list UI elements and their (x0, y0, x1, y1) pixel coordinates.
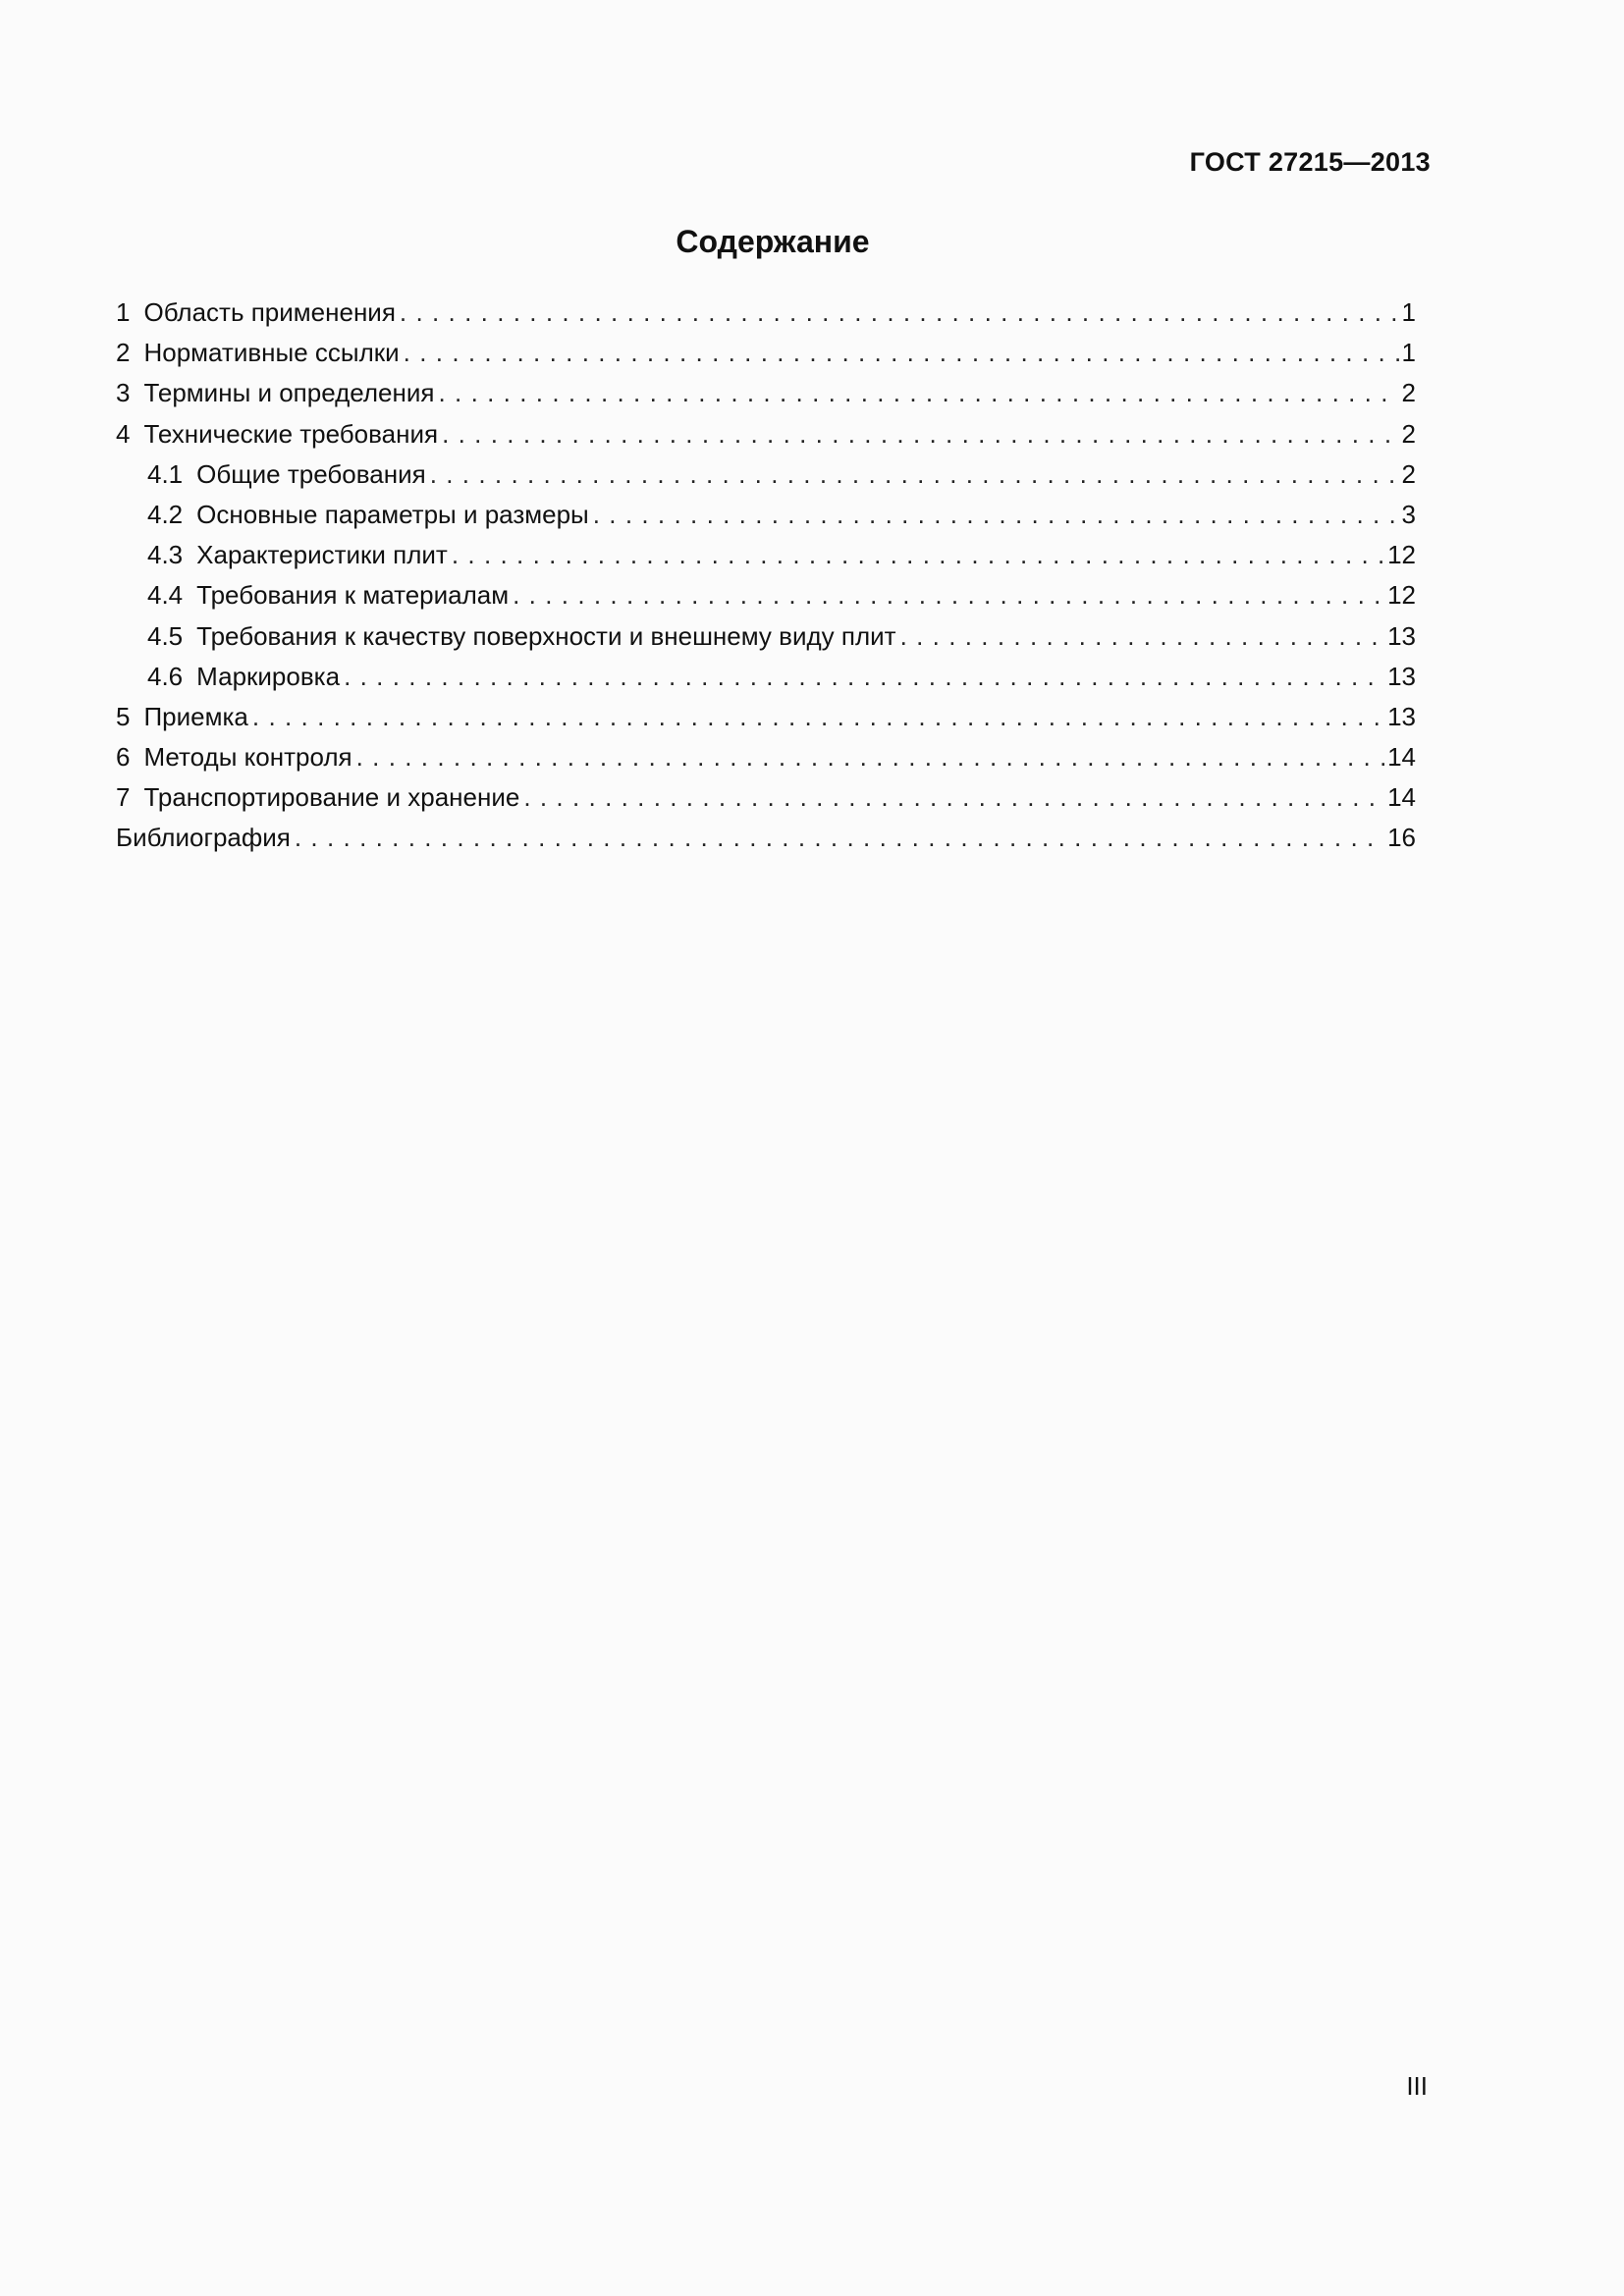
toc-title: Содержание (676, 224, 870, 259)
toc-item-label: Характеристики плит (196, 540, 448, 570)
toc-item-label: Библиография (116, 823, 291, 853)
toc-dot-leader (356, 737, 1384, 777)
toc-item-label: Маркировка (196, 661, 341, 691)
toc-item-label: Технические требования (143, 418, 439, 449)
toc-subitem[interactable] (116, 616, 1416, 657)
toc-item-page: 12 (1387, 540, 1416, 570)
toc-item-label: Приемка (143, 701, 248, 731)
toc-item-page: 12 (1387, 580, 1416, 611)
toc-item-number: 7 (116, 782, 131, 813)
toc-item-page: 2 (1401, 458, 1416, 489)
toc-dot-leader (400, 293, 1399, 333)
toc-item[interactable] (116, 737, 1416, 777)
toc-dot-leader (430, 454, 1399, 495)
toc-item-bibliography[interactable] (116, 818, 1416, 858)
toc-item-number: 5 (116, 701, 131, 731)
toc-dot-leader (344, 657, 1384, 697)
toc-item-label: Термины и определения (143, 378, 435, 408)
toc-item[interactable] (116, 333, 1416, 373)
toc-item[interactable] (116, 777, 1416, 818)
toc-item-number: 4.2 (147, 499, 184, 529)
toc-item-number: 4.3 (147, 540, 184, 570)
toc-item-page: 13 (1387, 701, 1416, 731)
toc-item-number: 4.6 (147, 661, 184, 691)
toc-item-label: Требования к качеству поверхности и внешнему виду плит (196, 620, 896, 651)
toc-item-page: 13 (1387, 661, 1416, 691)
toc-item-number: 4 (116, 418, 131, 449)
toc-item-label: Методы контроля (143, 742, 352, 773)
toc-item-page: 1 (1401, 297, 1416, 327)
toc-dot-leader (442, 414, 1398, 454)
toc-item-label: Нормативные ссылки (143, 338, 400, 368)
toc-item-label: Основные параметры и размеры (196, 499, 589, 529)
toc-subitem[interactable] (116, 495, 1416, 535)
toc-item-number: 2 (116, 338, 131, 368)
toc-item-page: 3 (1401, 499, 1416, 529)
toc-item-label: Область применения (143, 297, 396, 327)
toc-item-page: 1 (1401, 338, 1416, 368)
toc-item-page: 2 (1401, 418, 1416, 449)
toc-subitem[interactable] (116, 575, 1416, 615)
toc-item-number: 4.5 (147, 620, 184, 651)
toc-item-number: 1 (116, 297, 131, 327)
toc-item-label: Требования к материалам (196, 580, 510, 611)
toc-item-page: 13 (1387, 620, 1416, 651)
toc-item-number: 6 (116, 742, 131, 773)
toc-dot-leader (252, 697, 1384, 737)
page-number: III (1406, 2071, 1428, 2101)
toc-dot-leader (523, 777, 1384, 818)
toc-item-number: 3 (116, 378, 131, 408)
toc-item-number: 4.4 (147, 580, 184, 611)
table-of-contents (116, 293, 1416, 859)
toc-item-page: 2 (1401, 378, 1416, 408)
document-code: ГОСТ 27215—2013 (1189, 147, 1431, 177)
toc-dot-leader (513, 575, 1384, 615)
toc-dot-leader (900, 616, 1385, 657)
toc-item-page: 14 (1387, 782, 1416, 813)
toc-subitem[interactable] (116, 454, 1416, 495)
toc-item[interactable] (116, 414, 1416, 454)
toc-item[interactable] (116, 697, 1416, 737)
toc-item-label: Транспортирование и хранение (143, 782, 520, 813)
toc-dot-leader (452, 535, 1384, 575)
toc-dot-leader (295, 818, 1384, 858)
toc-subitem[interactable] (116, 657, 1416, 697)
toc-item-page: 14 (1387, 742, 1416, 773)
toc-item[interactable] (116, 293, 1416, 333)
toc-subitem[interactable] (116, 535, 1416, 575)
toc-item-page: 16 (1387, 823, 1416, 853)
toc-item[interactable] (116, 373, 1416, 413)
toc-dot-leader (404, 333, 1399, 373)
toc-dot-leader (438, 373, 1398, 413)
toc-item-label: Общие требования (196, 458, 426, 489)
toc-item-number: 4.1 (147, 458, 184, 489)
toc-dot-leader (593, 495, 1399, 535)
